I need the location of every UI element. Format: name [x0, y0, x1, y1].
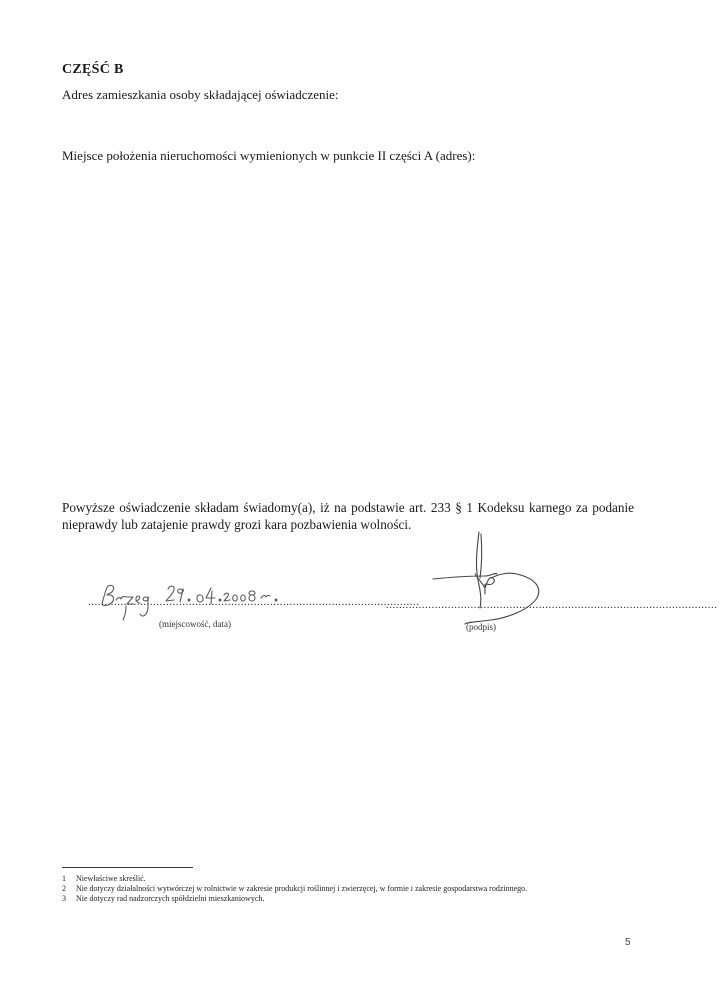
declaration-text: Powyższe oświadczenie składam świadomy(a), iż na podstawie art. 233 § 1 Kodeksu karnego za podanie nieprawdy lub zatajenie prawdy grozi kara pozbawienia wolności. — [62, 500, 634, 532]
place-date-caption: (miejscowość, data) — [159, 619, 231, 629]
page-number: 5 — [625, 937, 631, 948]
footnote-item — [62, 874, 527, 884]
footnote-item — [62, 884, 527, 894]
footnote-item — [62, 894, 527, 904]
footnote-text: Nie dotyczy działalności wytwórczej w rolnictwie w zakresie produkcji roślinnej i zwierzęcej, w formie i zakresie gospodarstwa rodzinnego. — [76, 884, 528, 893]
footnote-text: Niewłaściwe skreślić. — [76, 874, 146, 883]
section-title: CZĘŚĆ B — [62, 62, 124, 77]
footnote-divider — [62, 867, 193, 868]
footnote-text: Nie dotyczy rad nadzorczych spółdzielni mieszkaniowych. — [76, 894, 265, 903]
footnote-number: 1 — [62, 874, 66, 883]
place-date-dotted-line: ...................................................................................................... — [88, 596, 420, 608]
property-address-label: Miejsce położenia nieruchomości wymienionych w punkcie II części A (adres): — [62, 148, 476, 163]
footnote-number: 3 — [62, 894, 66, 903]
footnote-number: 2 — [62, 884, 66, 893]
signature-caption: (podpis) — [466, 622, 496, 632]
signature-dotted-line: ...................................................................................................... — [386, 599, 718, 611]
footnotes — [62, 874, 527, 904]
address-label: Adres zamieszkania osoby składającej oświadczenie: — [62, 87, 339, 102]
